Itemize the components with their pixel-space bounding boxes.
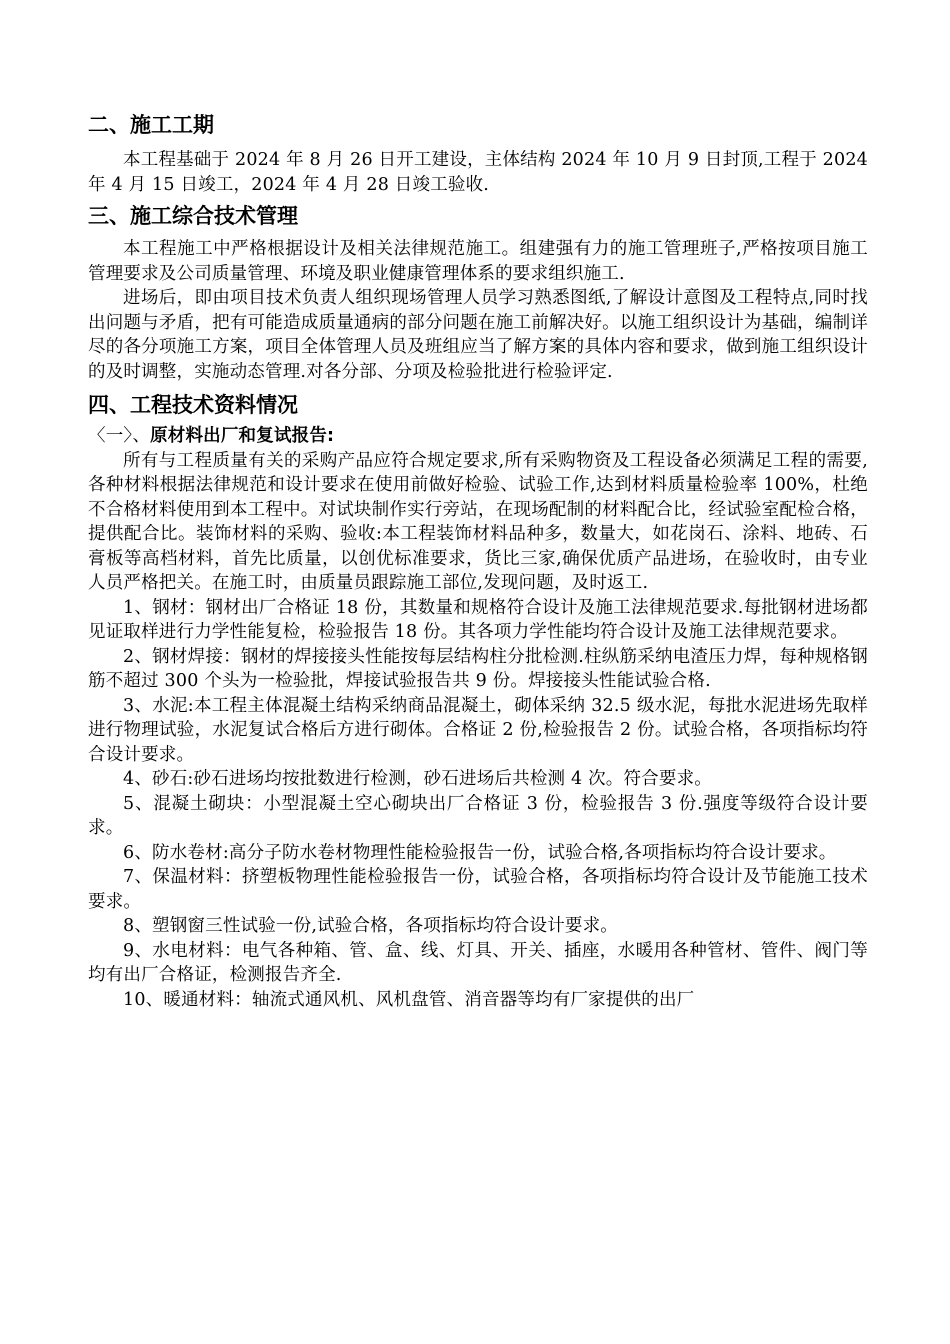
material-item-sand-gravel: 4、砂石:砂石进场均按批数进行检测，砂石进场后共检测 4 次。符合要求。 [123, 769, 712, 789]
material-item-steel: 1、钢材：钢材出厂合格证 18 份，其数量和规格符合设计及施工法律规范要求.每批钢材进场都见证取样进行力学性能复检，检验报告 18 份。其各项力学性能均符合设计及施工法律规范要求。 [88, 597, 868, 642]
section-heading-schedule: 二、施工工期 [88, 113, 214, 137]
material-item-waterproof: 6、防水卷材:高分子防水卷材物理性能检验报告一份，试验合格,各项指标均符合设计要求。 [123, 842, 837, 863]
material-item-welding: 2、钢材焊接：钢材的焊接接头性能按每层结构柱分批检测.柱纵筋采纳电渣压力焊，每种规格钢筋不超过 300 个头为一检验批，焊接试验报告共 9 份。焊接接头性能试验合格. [88, 646, 868, 691]
tech-management-paragraph-1: 本工程施工中严格根据设计及相关法律规范施工。组建强有力的施工管理班子,严格按项目施工管理要求及公司质量管理、环境及职业健康管理体系的要求组织施工. [88, 239, 868, 284]
subsection-title: 原材料出厂和复试报告: [150, 426, 335, 446]
section-heading-tech-documents: 四、工程技术资料情况 [88, 393, 298, 417]
material-item-hvac: 10、暖通材料：轴流式通风机、风机盘管、消音器等均有厂家提供的出厂 [123, 989, 695, 1010]
schedule-paragraph: 本工程基础于 2024 年 8 月 26 日开工建设，主体结构 2024 年 10 月 9 日封顶,工程于 2024 年 4 月 15 日竣工，2024 年 4 月 28 日竣工验收. [88, 150, 868, 195]
subsection-number: 〈一〉、 [88, 426, 151, 446]
tech-management-paragraph-2: 进场后，即由项目技术负责人组织现场管理人员学习熟悉图纸,了解设计意图及工程特点,同时找出问题与矛盾，把有可能造成质量通病的部分问题在施工前解决好。以施工组织设计为基础，编制详尽的各分项施工方案，项目全体管理人员及班组应当了解方案的具体内容和要求，做到施工组织设计的及时调整，实施动态管理.对各分部、分项及检验批进行检验评定. [88, 288, 868, 382]
raw-materials-intro: 所有与工程质量有关的采购产品应符合规定要求,所有采购物资及工程设备必须满足工程的需要,各种材料根据法律规范和设计要求在使用前做好检验、试验工作,达到材料质量检验率 100%，杜绝不合格材料使用到本工程中。对试块制作实行旁站，在现场配制的材料配合比，经试验室配检合格，提供配合比。装饰材料的采购、验收:本工程装饰材料品种多，数量大，如花岗石、涂料、地砖、石膏板等高档材料，首先比质量，以创优标准要求，货比三家,确保优质产品进场，在验收时，由专业人员严格把关。在施工时，由质量员跟踪施工部位,发现问题，及时返工. [88, 450, 868, 593]
section-heading-tech-management: 三、施工综合技术管理 [88, 204, 298, 228]
document-page [88, 110, 868, 1012]
material-item-insulation: 7、保温材料：挤塑板物理性能检验报告一份，试验合格，各项指标均符合设计及节能施工技术要求。 [88, 867, 868, 912]
subsection-heading-raw-materials [88, 424, 868, 449]
material-item-cement: 3、水泥:本工程主体混凝土结构采纳商品混凝土，砌体采纳 32.5 级水泥，每批水泥进场先取样进行物理试验，水泥复试合格后方进行砌体。合格证 2 份,检验报告 2 份。试验合格，各项指标均符合设计要求。 [88, 695, 868, 765]
material-item-concrete-block: 5、混凝土砌块：小型混凝土空心砌块出厂合格证 3 份，检验报告 3 份.强度等级符合设计要求。 [88, 793, 868, 838]
material-item-plumbing-electrical: 9、水电材料：电气各种箱、管、盒、线、灯具、开关、插座，水暖用各种管材、管件、阀门等均有出厂合格证，检测报告齐全. [88, 940, 868, 985]
material-item-window: 8、塑钢窗三性试验一份,试验合格，各项指标均符合设计要求。 [123, 916, 618, 936]
